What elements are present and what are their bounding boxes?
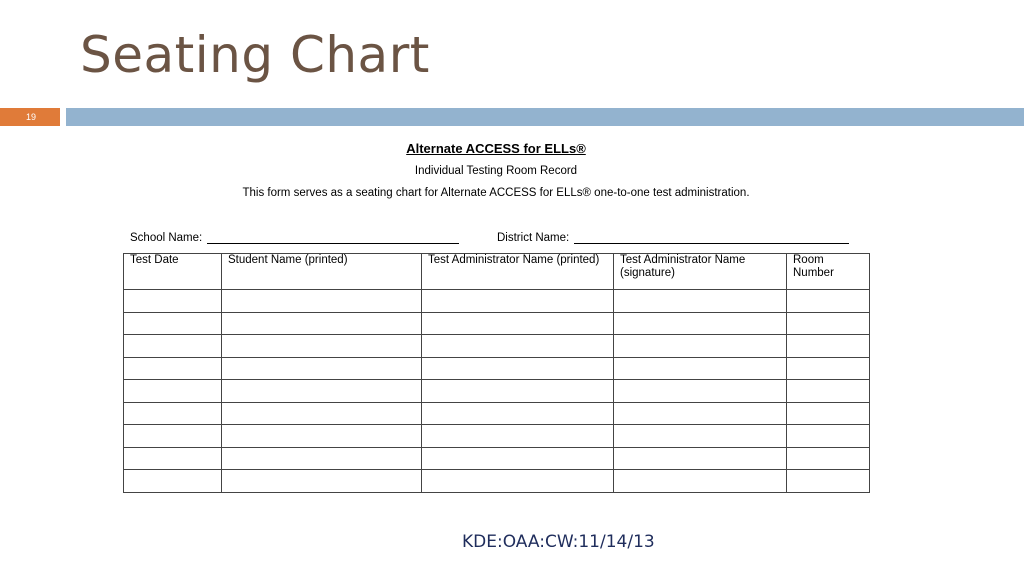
slide-number: 19 — [0, 108, 60, 126]
header-bar — [66, 108, 1024, 126]
table-cell — [787, 470, 870, 493]
table-cell — [787, 447, 870, 470]
table-row — [124, 447, 870, 470]
seating-table — [123, 253, 870, 493]
district-name-field — [497, 231, 849, 244]
table-row — [124, 402, 870, 425]
table-cell — [124, 290, 222, 313]
column-header: Student Name (printed) — [222, 254, 422, 290]
form-description: This form serves as a seating chart for Alternate ACCESS for ELLs® one-to-one test administration. — [242, 187, 750, 199]
table-cell — [422, 425, 614, 448]
table-cell — [124, 380, 222, 403]
school-name-label: School Name: — [130, 232, 203, 244]
table-row — [124, 357, 870, 380]
table-cell — [614, 335, 787, 358]
table-cell — [422, 380, 614, 403]
table-cell — [614, 312, 787, 335]
table-cell — [422, 335, 614, 358]
table-cell — [787, 312, 870, 335]
table-cell — [222, 470, 422, 493]
table-cell — [614, 290, 787, 313]
table-cell — [222, 447, 422, 470]
table-cell — [787, 290, 870, 313]
table-cell — [614, 402, 787, 425]
column-header: Test Administrator Name (printed) — [422, 254, 614, 290]
table-row — [124, 425, 870, 448]
table-cell — [614, 425, 787, 448]
table-cell — [422, 447, 614, 470]
table-cell — [222, 357, 422, 380]
table-cell — [614, 470, 787, 493]
table-row — [124, 470, 870, 493]
form-title: Alternate ACCESS for ELLs® — [406, 141, 586, 156]
table-cell — [422, 290, 614, 313]
slide-title: Seating Chart — [80, 26, 430, 84]
table-cell — [422, 312, 614, 335]
table-cell — [124, 447, 222, 470]
table-cell — [422, 470, 614, 493]
table-cell — [222, 290, 422, 313]
table-cell — [222, 425, 422, 448]
district-name-line — [574, 231, 849, 244]
table-cell — [222, 312, 422, 335]
table-cell — [787, 402, 870, 425]
table-header-row — [124, 254, 870, 290]
table-cell — [124, 425, 222, 448]
column-header: Test Date — [124, 254, 222, 290]
table-cell — [614, 380, 787, 403]
table-cell — [124, 470, 222, 493]
table-cell — [787, 380, 870, 403]
table-row — [124, 290, 870, 313]
table-cell — [222, 402, 422, 425]
table-cell — [614, 357, 787, 380]
table-cell — [614, 447, 787, 470]
table-cell — [422, 357, 614, 380]
table-row — [124, 312, 870, 335]
table-cell — [124, 335, 222, 358]
table-cell — [787, 335, 870, 358]
table-cell — [124, 402, 222, 425]
district-name-label: District Name: — [497, 232, 570, 244]
table-cell — [124, 312, 222, 335]
column-header: Test Administrator Name (signature) — [614, 254, 787, 290]
school-name-line — [207, 231, 459, 244]
table-cell — [222, 335, 422, 358]
school-name-field — [130, 231, 459, 244]
slide-footer: KDE:OAA:CW:11/14/13 — [462, 532, 655, 552]
table-cell — [787, 357, 870, 380]
form-subtitle: Individual Testing Room Record — [414, 165, 578, 177]
table-cell — [422, 402, 614, 425]
table-cell — [222, 380, 422, 403]
table-row — [124, 380, 870, 403]
table-cell — [124, 357, 222, 380]
table-cell — [787, 425, 870, 448]
column-header: Room Number — [787, 254, 870, 290]
table-row — [124, 335, 870, 358]
